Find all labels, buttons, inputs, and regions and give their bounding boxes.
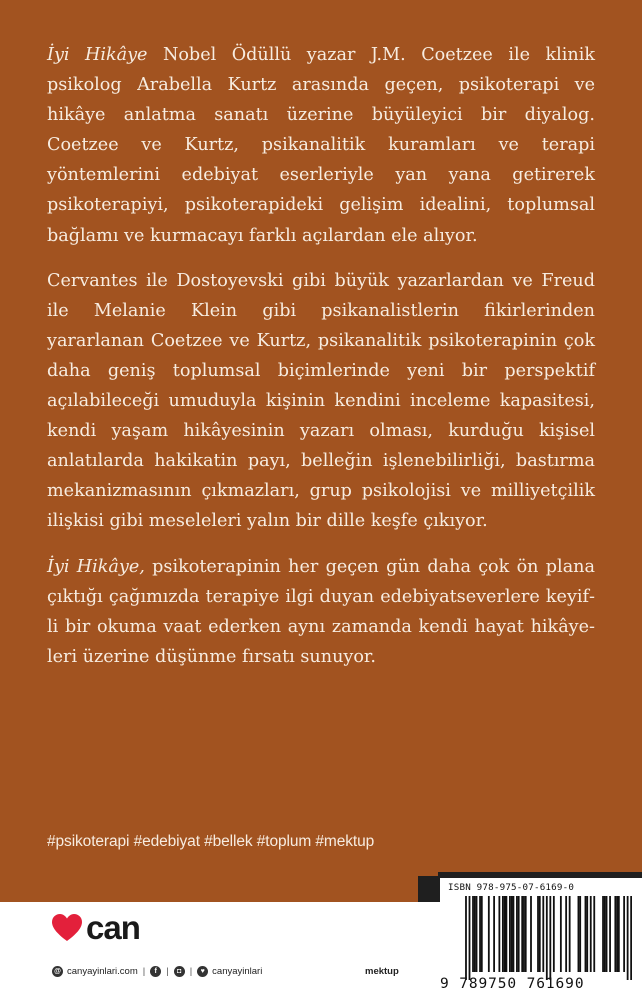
barcode <box>444 896 632 980</box>
heart-logo-icon <box>52 914 82 942</box>
facebook-icon: f <box>150 966 161 977</box>
instagram-icon: ◘ <box>174 966 185 977</box>
divider: | <box>142 966 146 977</box>
publisher-social-handle: canyayinlari <box>212 966 263 977</box>
barcode-bar <box>474 896 476 972</box>
publisher-contact-links <box>52 966 262 977</box>
twitter-icon: ♥ <box>197 966 208 977</box>
barcode-bar <box>537 896 539 972</box>
barcode-bar <box>502 896 504 972</box>
barcode-bar <box>530 896 532 972</box>
barcode-bar <box>481 896 483 972</box>
divider: | <box>189 966 193 977</box>
barcode-bar <box>586 896 588 972</box>
barcode-bar <box>479 896 481 972</box>
barcode-bar <box>609 896 611 972</box>
barcode-bar <box>578 896 580 972</box>
isbn-number: ISBN 978-975-07-6169-0 <box>448 882 575 893</box>
barcode-bar <box>590 896 592 972</box>
barcode-bar <box>518 896 520 972</box>
paragraph-2-text: Cervantes ile Dostoyevski gibi büyük yazarlardan ve Freud ile Melanie Klein gibi psikanalistlerin fikirlerinden yararlanan Coetzee ve Kurtz, psikanalitik psikoterapinin çok daha geniş toplumsal biçimlerinde yeni bir perspektif açılabileceği umuduyla kişinin kendini inceleme kapasitesi, kendi yaşam hikâyesinin yazarı olması, kurduğu kişisel anlatılarda hakikatin payı, belleğin işlenebilirliği, bastırma mekanizmasının çıkmazları, grup psikolojisi ve milliyetçilik ilişkisi gibi meseleleri yalın bir dille keşfe çıkıyor. <box>47 270 595 532</box>
barcode-bar <box>560 896 562 972</box>
barcode-bar <box>476 896 478 972</box>
barcode-bar <box>523 896 525 972</box>
back-cover-blurb <box>47 40 595 672</box>
imprint-series-name: mektup <box>365 966 399 977</box>
barcode-bar <box>511 896 513 972</box>
publisher-logo <box>52 909 140 946</box>
book-title-italic: İyi Hikâye <box>47 45 148 65</box>
barcode-bar <box>504 896 506 972</box>
barcode-bar <box>469 896 471 980</box>
barcode-bar <box>505 896 507 972</box>
paragraph-3-text: psikoterapinin her geçen gün daha çok ön plana çıktığı çağımızda terapiye ilgi duyan edebiyatseverlere keyifli bir okuma vaat ederken aynı zamanda kendi hayat hikâyeleri üzerine düşünme fırsatı sunuyor. <box>47 556 595 667</box>
barcode-bar <box>472 896 474 972</box>
publisher-footer <box>0 872 642 1000</box>
barcode-bar <box>602 896 604 972</box>
divider: | <box>166 966 169 977</box>
barcode-bar <box>498 896 500 972</box>
barcode-bar <box>539 896 541 972</box>
paragraph-1-text: Nobel Ödüllü yazar J.M. Coetzee ile klinik psikolog Arabella Kurtz arasında geçen, psikoterapi ve hikâye anlatma sanatı üzerine büyüleyici bir diyalog. Coetzee ve Kurtz, psikanalitik kuramları ve terapi yöntemlerini edebiyat eserleriyle yan yana getirerek psikoterapiyi, psikoterapideki gelişim idealini, toplumsal bağlamı ve kurmacayı farklı açılardan ele alıyor. <box>47 45 595 246</box>
blurb-paragraph-2 <box>47 266 595 537</box>
barcode-bar <box>579 896 581 972</box>
barcode-bar <box>593 896 595 972</box>
barcode-bar <box>465 896 467 980</box>
globe-icon: @ <box>52 966 63 977</box>
publisher-website: canyayinlari.com <box>67 966 138 977</box>
publisher-logo-text: can <box>86 909 140 946</box>
barcode-bar <box>549 896 551 980</box>
barcode-bar <box>618 896 620 972</box>
book-title-italic: İyi Hikâye, <box>47 556 145 577</box>
barcode-bar <box>525 896 527 972</box>
barcode-digits: 9 789750 761690 <box>440 976 585 992</box>
isbn-barcode-block <box>440 878 636 996</box>
blurb-paragraph-3 <box>47 552 595 672</box>
barcode-bar <box>553 896 555 972</box>
barcode-bar <box>546 896 548 980</box>
barcode-bar <box>513 896 515 972</box>
barcode-bar <box>630 896 632 980</box>
barcode-bar <box>616 896 618 972</box>
barcode-bar <box>493 896 495 972</box>
hashtags: #psikoterapi #edebiyat #bellek #toplum #mektup <box>47 833 375 850</box>
barcode-bar <box>488 896 490 972</box>
barcode-bar <box>627 896 629 980</box>
barcode-bar <box>606 896 608 972</box>
barcode-bar <box>569 896 571 972</box>
blurb-paragraph-1 <box>47 40 595 251</box>
barcode-bar <box>565 896 567 972</box>
barcode-bar <box>542 896 544 972</box>
barcode-bar <box>585 896 587 972</box>
barcode-bar <box>509 896 511 972</box>
barcode-bar <box>614 896 616 972</box>
barcode-bar <box>623 896 625 972</box>
barcode-bar <box>521 896 523 972</box>
barcode-bar <box>516 896 518 972</box>
barcode-bar <box>604 896 606 972</box>
